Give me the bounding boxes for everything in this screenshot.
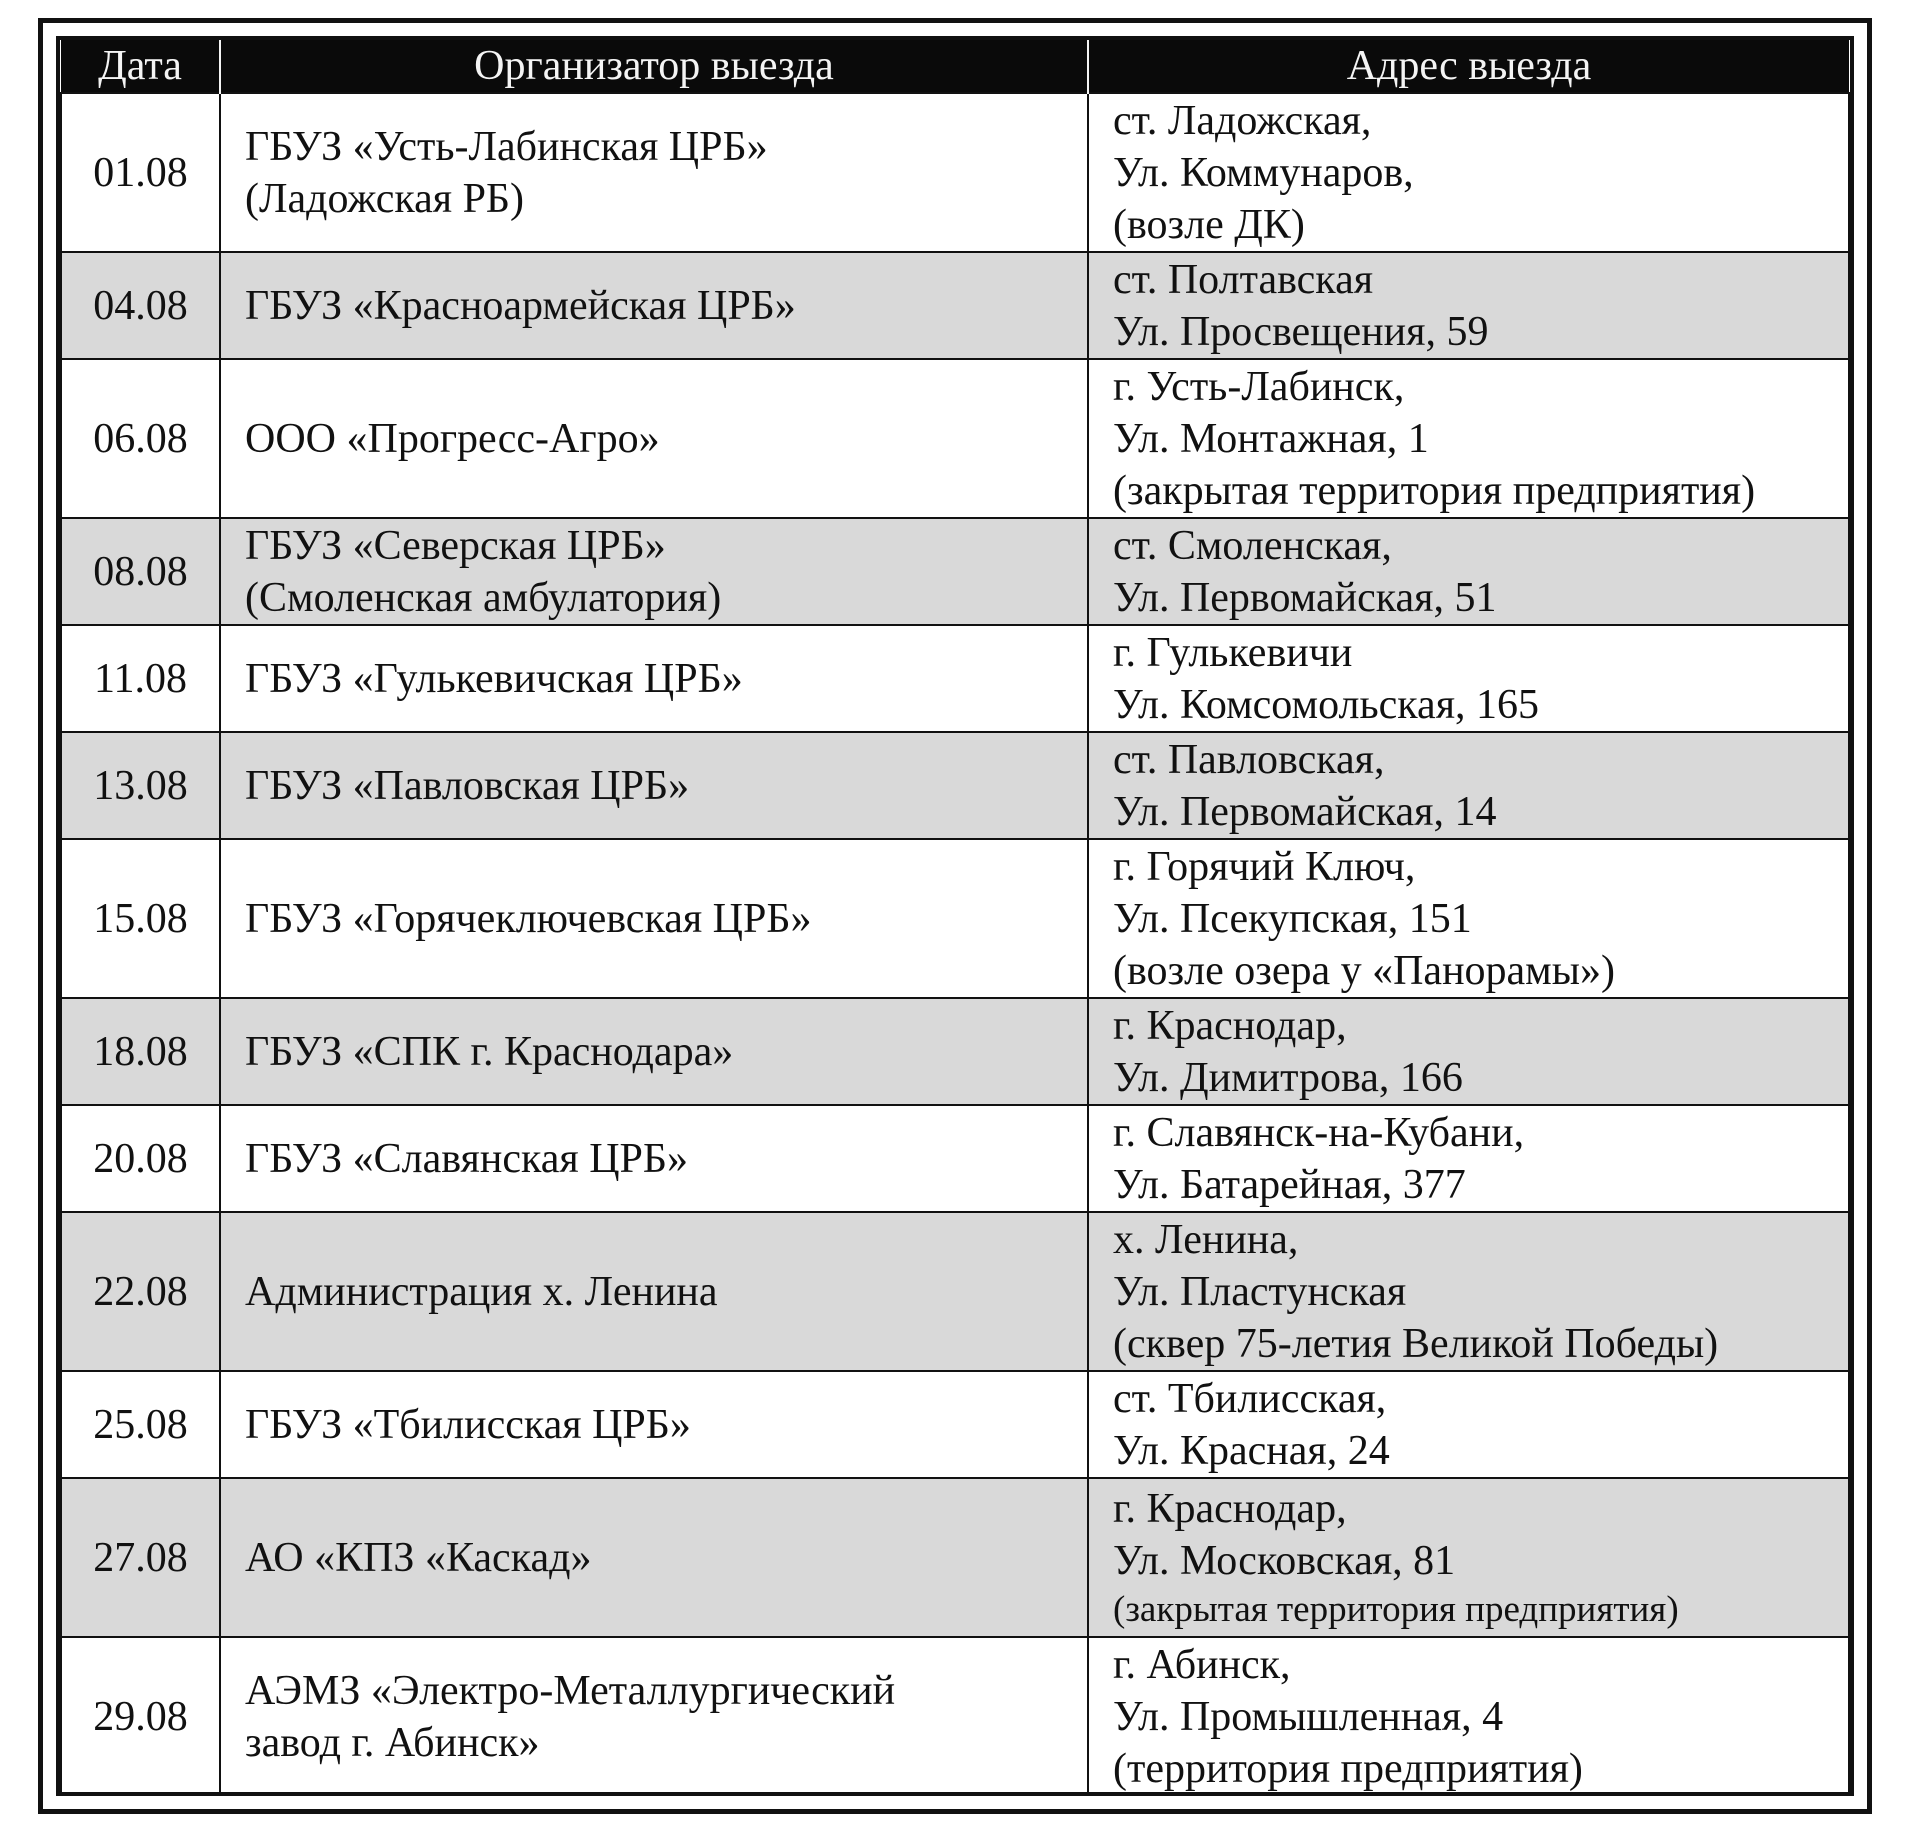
date-cell: 06.08 (61, 359, 220, 518)
address-line: Ул. Промышленная, 4 (1113, 1693, 1504, 1740)
address-line: ст. Полтавская (1113, 256, 1374, 303)
address-cell (1088, 732, 1849, 839)
date-cell: 22.08 (61, 1212, 220, 1371)
address-line: Ул. Батарейная, 377 (1113, 1161, 1466, 1208)
organizer-cell (220, 998, 1088, 1105)
organizer-line: ГБУЗ «Северская ЦРБ» (245, 522, 666, 569)
table-row (61, 93, 1849, 252)
address-cell (1088, 1478, 1849, 1637)
address-line: (возле озера у «Панорамы») (1113, 947, 1615, 994)
organizer-cell (220, 1478, 1088, 1637)
organizer-cell (220, 1105, 1088, 1212)
organizer-line: (Ладожская РБ) (245, 175, 525, 222)
address-line: Ул. Первомайская, 14 (1113, 788, 1497, 835)
address-line: ст. Тбилисская, (1113, 1375, 1387, 1422)
organizer-cell (220, 93, 1088, 252)
table-row (61, 839, 1849, 998)
schedule-table (60, 40, 1850, 1796)
table-row (61, 252, 1849, 359)
address-line: (возле ДК) (1113, 201, 1305, 248)
organizer-cell (220, 1371, 1088, 1478)
address-cell (1088, 1105, 1849, 1212)
organizer-line: ГБУЗ «Усть-Лабинская ЦРБ» (245, 123, 768, 170)
organizer-cell (220, 252, 1088, 359)
table-row (61, 1371, 1849, 1478)
date-cell: 01.08 (61, 93, 220, 252)
address-cell (1088, 359, 1849, 518)
table-row (61, 359, 1849, 518)
table-row (61, 1478, 1849, 1637)
date-cell: 11.08 (61, 625, 220, 732)
organizer-line: ГБУЗ «Красноармейская ЦРБ» (245, 282, 796, 329)
address-line: г. Абинск, (1113, 1641, 1291, 1688)
address-line: ст. Ладожская, (1113, 97, 1372, 144)
address-cell (1088, 1212, 1849, 1371)
organizer-line: ГБУЗ «СПК г. Краснодара» (245, 1028, 734, 1075)
address-line: Ул. Красная, 24 (1113, 1427, 1390, 1474)
table-row (61, 732, 1849, 839)
organizer-line: ГБУЗ «Горячеключевская ЦРБ» (245, 895, 812, 942)
address-cell (1088, 93, 1849, 252)
address-line: Ул. Комсомольская, 165 (1113, 681, 1540, 728)
organizer-cell (220, 1637, 1088, 1796)
address-cell (1088, 998, 1849, 1105)
organizer-cell (220, 1212, 1088, 1371)
address-cell (1088, 625, 1849, 732)
address-line: (сквер 75-летия Великой Победы) (1113, 1320, 1719, 1367)
address-line: Ул. Пластунская (1113, 1268, 1407, 1315)
organizer-line: ГБУЗ «Павловская ЦРБ» (245, 762, 690, 809)
address-line: (территория предприятия) (1113, 1745, 1583, 1792)
address-line: Ул. Монтажная, 1 (1113, 415, 1429, 462)
date-cell: 20.08 (61, 1105, 220, 1212)
organizer-line: Администрация х. Ленина (245, 1268, 718, 1315)
address-line: Ул. Псекупская, 151 (1113, 895, 1472, 942)
address-line: ст. Павловская, (1113, 736, 1385, 783)
address-line: г. Краснодар, (1113, 1002, 1347, 1049)
address-line: г. Краснодар, (1113, 1485, 1347, 1532)
address-line: Ул. Димитрова, 166 (1113, 1054, 1463, 1101)
table-row (61, 518, 1849, 625)
header-date: Дата (61, 40, 220, 93)
address-line: г. Славянск-на-Кубани, (1113, 1109, 1525, 1156)
table-row (61, 1637, 1849, 1796)
table-body (61, 93, 1849, 1796)
organizer-cell (220, 518, 1088, 625)
address-line: (закрытая территория предприятия) (1113, 467, 1756, 514)
address-line: (закрытая территория предприятия) (1113, 1588, 1679, 1630)
address-line: Ул. Московская, 81 (1113, 1537, 1456, 1584)
date-cell: 29.08 (61, 1637, 220, 1796)
organizer-cell (220, 839, 1088, 998)
table-frame (56, 36, 1854, 1796)
address-line: Ул. Просвещения, 59 (1113, 308, 1489, 355)
organizer-line: ООО «Прогресс-Агро» (245, 415, 660, 462)
header-organizer: Организатор выезда (220, 40, 1088, 93)
header-row (61, 40, 1849, 93)
address-line: Ул. Коммунаров, (1113, 149, 1414, 196)
organizer-line: ГБУЗ «Славянская ЦРБ» (245, 1135, 689, 1182)
organizer-line: АЭМЗ «Электро-Металлургический (245, 1667, 896, 1714)
date-cell: 13.08 (61, 732, 220, 839)
date-cell: 08.08 (61, 518, 220, 625)
table-row (61, 1212, 1849, 1371)
organizer-cell (220, 625, 1088, 732)
organizer-line: ГБУЗ «Гулькевичская ЦРБ» (245, 655, 743, 702)
address-line: ст. Смоленская, (1113, 522, 1392, 569)
date-cell: 27.08 (61, 1478, 220, 1637)
organizer-cell (220, 359, 1088, 518)
address-cell (1088, 252, 1849, 359)
address-line: г. Усть-Лабинск, (1113, 363, 1405, 410)
address-line: г. Горячий Ключ, (1113, 843, 1416, 890)
table-row (61, 998, 1849, 1105)
address-line: Ул. Первомайская, 51 (1113, 574, 1497, 621)
address-cell (1088, 518, 1849, 625)
table-row (61, 625, 1849, 732)
date-cell: 15.08 (61, 839, 220, 998)
organizer-line: АО «КПЗ «Каскад» (245, 1534, 592, 1581)
table-row (61, 1105, 1849, 1212)
address-line: г. Гулькевичи (1113, 629, 1353, 676)
date-cell: 18.08 (61, 998, 220, 1105)
address-cell (1088, 839, 1849, 998)
address-line: х. Ленина, (1113, 1216, 1299, 1263)
organizer-cell (220, 732, 1088, 839)
organizer-line: ГБУЗ «Тбилисская ЦРБ» (245, 1401, 691, 1448)
date-cell: 25.08 (61, 1371, 220, 1478)
organizer-line: (Смоленская амбулатория) (245, 574, 722, 621)
organizer-line: завод г. Абинск» (245, 1719, 540, 1766)
address-cell (1088, 1371, 1849, 1478)
header-address: Адрес выезда (1088, 40, 1849, 93)
address-cell (1088, 1637, 1849, 1796)
date-cell: 04.08 (61, 252, 220, 359)
